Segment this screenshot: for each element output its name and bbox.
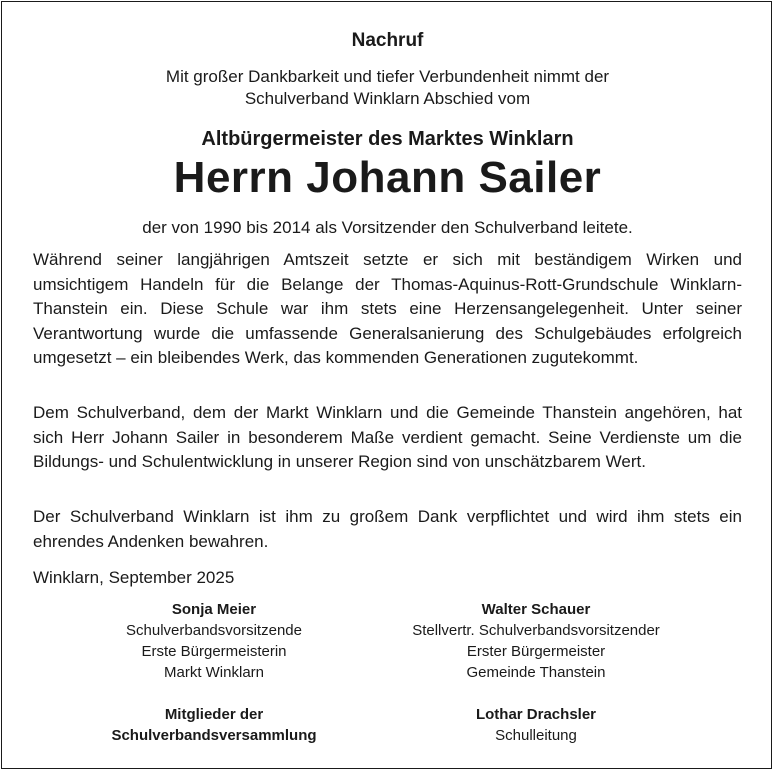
paragraph-1: Während seiner langjährigen Amtszeit setzte er sich mit beständigem Wirken und umsichtigem Handeln für die Belange der Thomas-Aquinus-Rott-Grundschule Winklarn-Thanstein ein. Diese Schule war ihm stets eine Herzensangelegenheit. Unter seiner Verantwortung wurde die umfassende Generalsanierung des Schulgebäudes erfolgreich umgesetzt – ein bleibendes Werk, das kommenden Generationen zugutekommt. — [33, 250, 742, 368]
signature-assembly — [44, 704, 384, 746]
signatory-name: Mitglieder der — [164, 706, 264, 723]
deceased-role: Altbürgermeister des Marktes Winklarn — [201, 128, 574, 150]
signatory-title: Schulleitung — [495, 727, 577, 744]
signatory-title: Stellvertr. Schulverbandsvorsitzender — [412, 622, 660, 639]
tenure-line: der von 1990 bis 2014 als Vorsitzender den Schulverband leitete. — [142, 218, 633, 237]
signatory-name-cont: Schulverbandsversammlung — [111, 727, 317, 744]
signatory-name: Lothar Drachsler — [475, 706, 597, 723]
signature-meier — [44, 599, 384, 683]
signatory-name: Sonja Meier — [171, 601, 257, 618]
signatory-title: Schulverbandsvorsitzende — [126, 622, 302, 639]
paragraph-2: Dem Schulverband, dem der Markt Winklarn und die Gemeinde Thanstein angehören, hat sich Herr Johann Sailer in besonderem Maße verdient gemacht. Seine Verdienste um die Bildungs- und Schulentwicklung in unserer Region sind von unschätzbarem Wert. — [33, 403, 742, 472]
signatory-office: Erster Bürgermeister — [466, 643, 606, 660]
signatory-municipality: Gemeinde Thanstein — [466, 664, 606, 681]
signatory-name: Walter Schauer — [481, 601, 591, 618]
intro-line-1: Mit großer Dankbarkeit und tiefer Verbundenheit nimmt der — [165, 67, 610, 86]
notice-intro — [0, 66, 775, 110]
intro-line-2: Schulverband Winklarn Abschied vom — [244, 89, 531, 108]
place-date: Winklarn, September 2025 — [33, 568, 235, 587]
deceased-name: Herrn Johann Sailer — [173, 153, 602, 202]
signature-schauer — [366, 599, 706, 683]
notice-heading: Nachruf — [351, 30, 424, 51]
paragraph-3: Der Schulverband Winklarn ist ihm zu großem Dank verpflichtet und wird ihm stets ein ehrendes Andenken bewahren. — [33, 507, 742, 551]
signatory-office: Erste Bürgermeisterin — [141, 643, 287, 660]
signatory-municipality: Markt Winklarn — [163, 664, 264, 681]
signature-drachsler — [366, 704, 706, 746]
